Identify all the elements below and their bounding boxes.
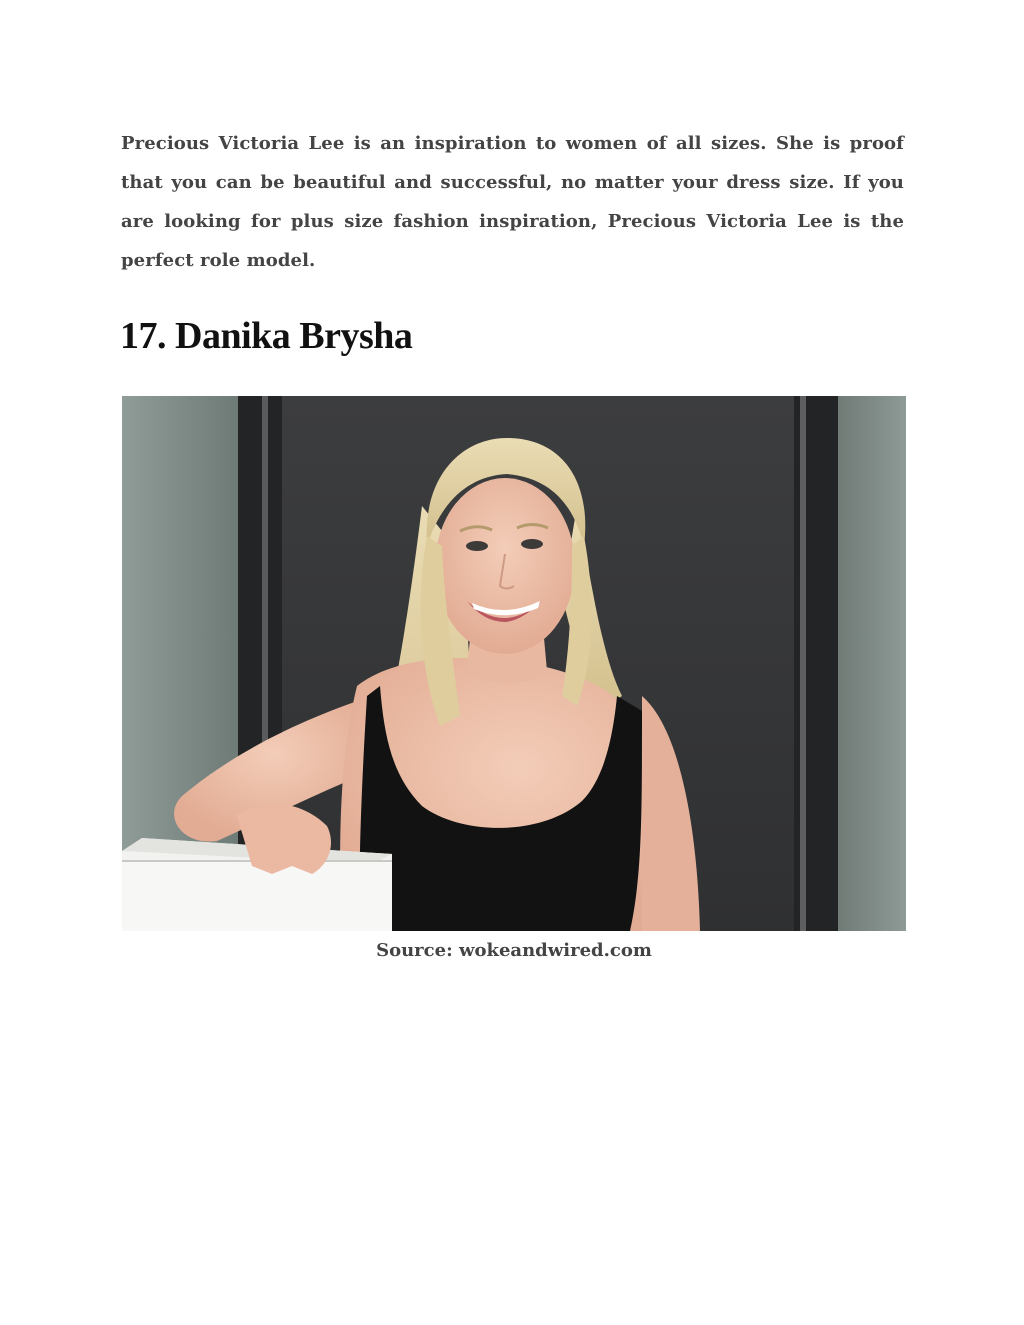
section-heading: 17. Danika Brysha (120, 315, 413, 357)
portrait-photo (122, 396, 906, 931)
image-caption: Source: wokeandwired.com (376, 940, 652, 961)
portrait-illustration (122, 396, 906, 931)
intro-paragraph: Precious Victoria Lee is an inspiration to women of all sizes. She is proof that you can be beautiful and successful, no matter your dress size. If you are looking for plus size fashion inspiration, Precious Victoria Lee is the perfect role model. (121, 133, 904, 271)
